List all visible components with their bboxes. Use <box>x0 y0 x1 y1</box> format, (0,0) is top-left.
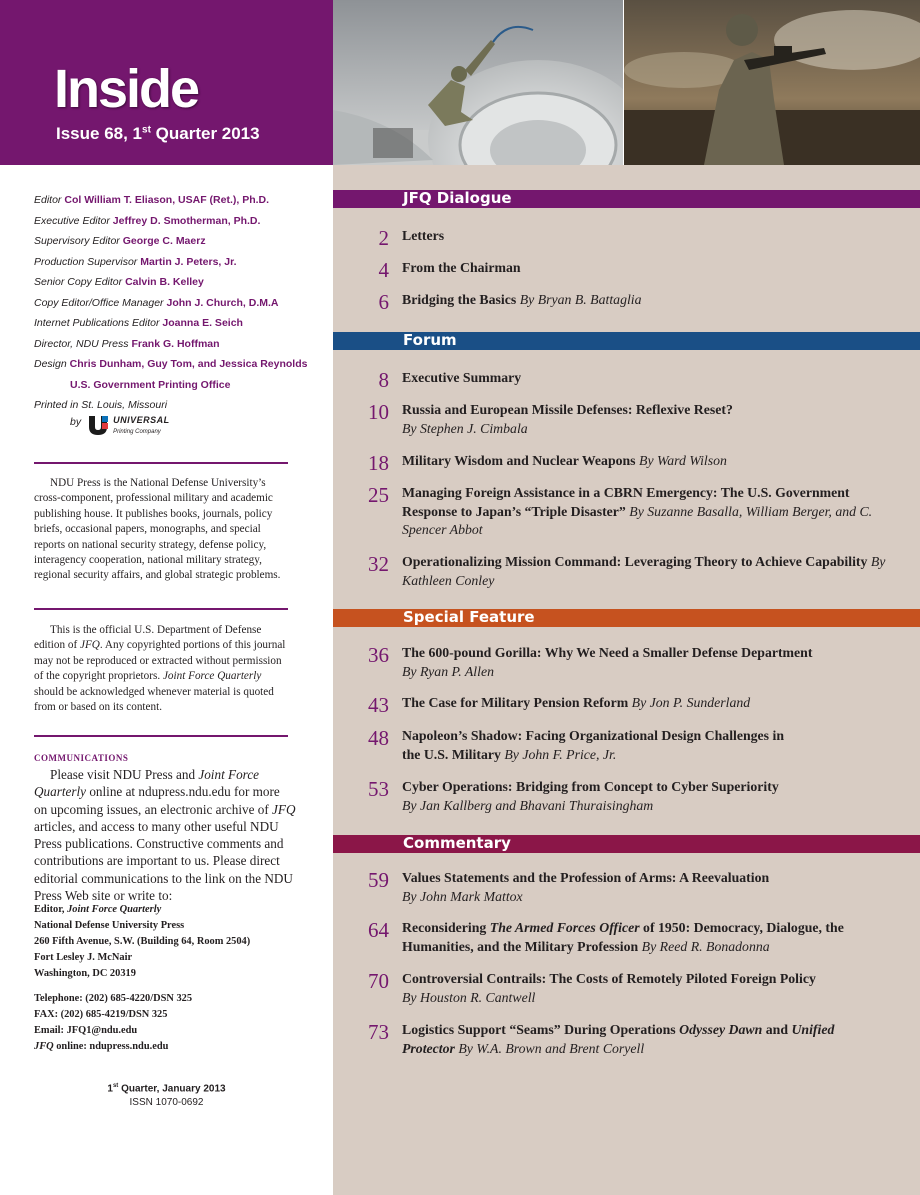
address-journal: Joint Force Quarterly <box>67 904 162 915</box>
copyright-paragraph <box>34 623 290 715</box>
page-number: 8 <box>378 368 389 392</box>
section-title: Commentary <box>403 834 511 852</box>
entry-text <box>402 694 902 713</box>
page-number: 43 <box>368 693 389 717</box>
entry-title: From the Chairman <box>402 260 521 275</box>
divider <box>34 462 288 464</box>
entry-author: By Jon P. Sunderland <box>631 695 751 710</box>
quarter-suffix: Quarter, January 2013 <box>118 1083 226 1095</box>
cover-photo-aircraft-engine <box>333 0 623 165</box>
section-header-jfq-dialogue <box>333 190 920 208</box>
copyright-jfq-full: Joint Force Quarterly <box>162 670 262 683</box>
masthead-row <box>34 231 304 252</box>
cover-photo-soldier <box>624 0 920 165</box>
address-line: Fort Lesley J. McNair <box>34 952 133 963</box>
masthead-role: Printed in St. Louis, Missouri <box>34 399 168 411</box>
entry-title: Letters <box>402 228 445 243</box>
mailing-address <box>34 902 250 982</box>
copyright-text: This is the official U.S. Department of Defense edition of <box>34 624 262 652</box>
entry-text <box>402 369 902 388</box>
masthead-row <box>34 252 304 273</box>
copyright-text: . Any copyrighted portions of this journal may not be reproduced or extracted without permission of the copyright proprietors. <box>34 639 286 683</box>
address-line: 260 Fifth Avenue, S.W. (Building 64, Room 2504) <box>34 936 251 947</box>
comm-text: online at ndupress.ndu.edu for more on upcoming issues, an electronic archive of <box>34 784 280 817</box>
online-url: online: ndupress.ndu.edu <box>53 1041 169 1052</box>
page-number: 53 <box>368 777 389 801</box>
comm-text: articles, and access to many other useful NDU Press publications. Constructive comments and contributions are important to us. Please direct editorial communications to the link on the NDU Press Web site or write to: <box>34 818 293 904</box>
entry-title: Executive Summary <box>402 370 522 385</box>
page-number: 32 <box>368 552 389 576</box>
masthead-name: Joanna E. Seich <box>162 317 243 329</box>
footer-issue-info <box>0 1079 333 1110</box>
quarter-prefix: 1 <box>107 1083 113 1095</box>
masthead-name: Chris Dunham, Guy Tom, and Jessica Reynolds <box>69 358 308 370</box>
section-header-forum <box>333 332 920 350</box>
entry-title: The 600-pound Gorilla: Why We Need a Smaller Defense Department <box>402 645 813 660</box>
entry-title: Logistics Support “Seams” During Operations <box>402 1022 680 1037</box>
masthead-role: Supervisory Editor <box>34 235 120 247</box>
entry-text <box>402 227 902 246</box>
page-number: 4 <box>378 258 389 282</box>
masthead-row <box>34 293 304 314</box>
communications-paragraph <box>34 766 296 904</box>
page-number: 64 <box>368 918 389 942</box>
entry-title: Reconsidering <box>402 920 490 935</box>
issue-sup: st <box>142 124 151 136</box>
entry-author: By Stephen J. Cimbala <box>402 420 528 436</box>
masthead-role: Senior Copy Editor <box>34 276 123 288</box>
page-number: 59 <box>368 868 389 892</box>
copyright-jfq: JFQ <box>80 639 100 652</box>
entry-text <box>402 778 902 815</box>
footer-quarter <box>0 1079 333 1096</box>
footer-issn: ISSN 1070-0692 <box>129 1097 204 1109</box>
page-number: 70 <box>368 969 389 993</box>
masthead-name: Frank G. Hoffman <box>131 337 220 350</box>
address-line: National Defense University Press <box>34 920 185 931</box>
quarter-sup: st <box>112 1083 119 1089</box>
masthead-name: Jeffrey D. Smotherman, Ph.D. <box>112 214 261 227</box>
masthead-row <box>34 190 304 211</box>
entry-title: Military Wisdom and Nuclear Weapons <box>402 453 636 468</box>
masthead-name: George C. Maerz <box>122 235 206 247</box>
masthead-row <box>34 354 308 375</box>
entry-title: Controversial Contrails: The Costs of Remotely Piloted Foreign Policy <box>402 971 816 986</box>
address-line: Washington, DC 20319 <box>34 968 136 979</box>
entry-author: By Suzanne Basalla, William Berger, and C. Spencer Abbot <box>402 503 873 537</box>
comm-text: Please visit NDU Press and <box>50 767 199 782</box>
entry-text <box>402 919 862 956</box>
entry-text <box>402 727 802 764</box>
entry-author: By Jan Kallberg and Bhavani Thuraisingham <box>402 797 654 813</box>
entry-text <box>402 291 902 310</box>
masthead-row <box>34 211 304 232</box>
masthead-role: Executive Editor <box>34 214 110 227</box>
entry-text <box>402 553 902 590</box>
page-number: 6 <box>378 290 389 314</box>
masthead <box>34 190 308 416</box>
logo-name: UNIVERSAL <box>113 414 170 425</box>
entry-title: and <box>762 1022 792 1037</box>
fax: FAX: (202) 685-4219/DSN 325 <box>34 1009 168 1020</box>
about-paragraph: NDU Press is the National Defense University’s cross-component, professional military and academic publishing house. It publishes books, journals, policy briefs, occasional papers, monographs, and special reports on national security strategy, defense policy, interagency cooperation, national military strategy, regional security affairs, and global strategic problems. <box>34 477 281 582</box>
masthead-name: John J. Church, D.M.A <box>166 296 279 309</box>
entry-title: Bridging the Basics <box>402 292 517 307</box>
entry-title: Managing Foreign Assistance in a CBRN Emergency: The U.S. Government Response to Japan’s “Triple Disaster” <box>402 485 850 519</box>
masthead-name: Calvin B. Kelley <box>125 276 204 288</box>
comm-jfq-full: Joint Force Quarterly <box>34 767 260 800</box>
masthead-row <box>34 375 304 396</box>
copyright-text: should be acknowledged whenever material is quoted from or based on its content. <box>34 685 274 714</box>
entry-text <box>402 644 902 681</box>
communications-heading: COMMUNICATIONS <box>34 753 129 763</box>
masthead-row <box>34 313 304 334</box>
section-title: Forum <box>403 331 457 349</box>
entry-author: By W.A. Brown and Brent Coryell <box>458 1040 645 1056</box>
entry-title: of 1950: Democracy, Dialogue, the Humanities, and the Military Profession <box>402 920 844 954</box>
issue-suffix: Quarter 2013 <box>150 124 260 143</box>
entry-author: By John F. Price, Jr. <box>504 746 617 762</box>
masthead-row <box>34 334 304 355</box>
entry-title: Operationalizing Mission Command: Leveraging Theory to Achieve Capability <box>402 554 868 569</box>
printer-by: by <box>70 416 82 428</box>
section-title: JFQ Dialogue <box>403 189 512 207</box>
section-header-commentary <box>333 835 920 853</box>
entry-author: By John Mark Mattox <box>402 888 523 904</box>
entry-title: Values Statements and the Profession of Arms: A Reevaluation <box>402 870 770 885</box>
entry-title-italic: Unified Protector <box>402 1022 835 1056</box>
page-number: 73 <box>368 1020 389 1044</box>
masthead-name: Col William T. Eliason, USAF (Ret.), Ph.D. <box>64 194 270 206</box>
comm-jfq: JFQ <box>272 801 296 817</box>
page-number: 10 <box>368 400 389 424</box>
issue-prefix: Issue 68, 1 <box>56 124 143 143</box>
universal-printing-logo <box>87 414 170 436</box>
telephone: Telephone: (202) 685-4220/DSN 325 <box>34 993 193 1004</box>
entry-title: Napoleon’s Shadow: Facing Organizational Design Challenges in the U.S. Military <box>402 728 785 762</box>
entry-text <box>402 484 902 540</box>
universal-logo-icon <box>87 414 109 436</box>
entry-author: By Kathleen Conley <box>402 554 886 588</box>
email-link[interactable]: Email: JFQ1@ndu.edu <box>34 1025 138 1036</box>
masthead-role: Production Supervisor <box>34 255 138 268</box>
entry-text <box>402 1021 882 1058</box>
masthead-role: Editor <box>34 194 62 206</box>
address-editor: Editor, <box>34 904 68 915</box>
masthead-role: Copy Editor/Office Manager <box>34 296 164 309</box>
issue-line <box>56 124 260 144</box>
divider <box>34 735 288 737</box>
page-title: Inside <box>54 59 199 119</box>
entry-text <box>402 452 902 471</box>
entry-text <box>402 869 902 906</box>
entry-title-italic: Odyssey Dawn <box>679 1022 763 1037</box>
page-number: 48 <box>368 726 389 750</box>
entry-text <box>402 401 902 438</box>
header-banner <box>0 0 333 165</box>
page-number: 2 <box>378 226 389 250</box>
logo-sub: Printing Company <box>113 429 161 435</box>
masthead-row <box>34 272 304 293</box>
online-link[interactable] <box>34 1039 192 1055</box>
printer-credit <box>70 408 170 436</box>
online-jfq: JFQ <box>34 1041 54 1052</box>
divider <box>34 608 288 610</box>
entry-author: By Ward Wilson <box>639 453 727 468</box>
masthead-role: Director, NDU Press <box>34 337 129 350</box>
section-title: Special Feature <box>403 608 535 626</box>
entry-author: By Bryan B. Battaglia <box>519 292 642 307</box>
masthead-name: U.S. Government Printing Office <box>70 378 231 391</box>
masthead-name: Martin J. Peters, Jr. <box>140 255 237 268</box>
page-number: 18 <box>368 451 389 475</box>
contact-info <box>34 991 192 1055</box>
masthead-role: Internet Publications Editor <box>34 317 160 329</box>
entry-title-italic: The Armed Forces Officer <box>489 920 640 935</box>
entry-title: Russia and European Missile Defenses: Reflexive Reset? <box>402 402 733 417</box>
page-number: 25 <box>368 483 389 507</box>
page-number: 36 <box>368 643 389 667</box>
entry-author: By Reed R. Bonadonna <box>641 938 770 954</box>
logo-wordmark <box>113 415 170 436</box>
section-header-special-feature <box>333 609 920 627</box>
entry-text <box>402 970 902 1007</box>
address-line <box>34 902 250 918</box>
entry-author: By Ryan P. Allen <box>402 663 494 679</box>
entry-title: Cyber Operations: Bridging from Concept to Cyber Superiority <box>402 779 779 794</box>
entry-title: The Case for Military Pension Reform <box>402 695 629 710</box>
masthead-role: Design <box>34 358 67 370</box>
entry-text <box>402 259 902 278</box>
entry-author: By Houston R. Cantwell <box>402 989 536 1005</box>
